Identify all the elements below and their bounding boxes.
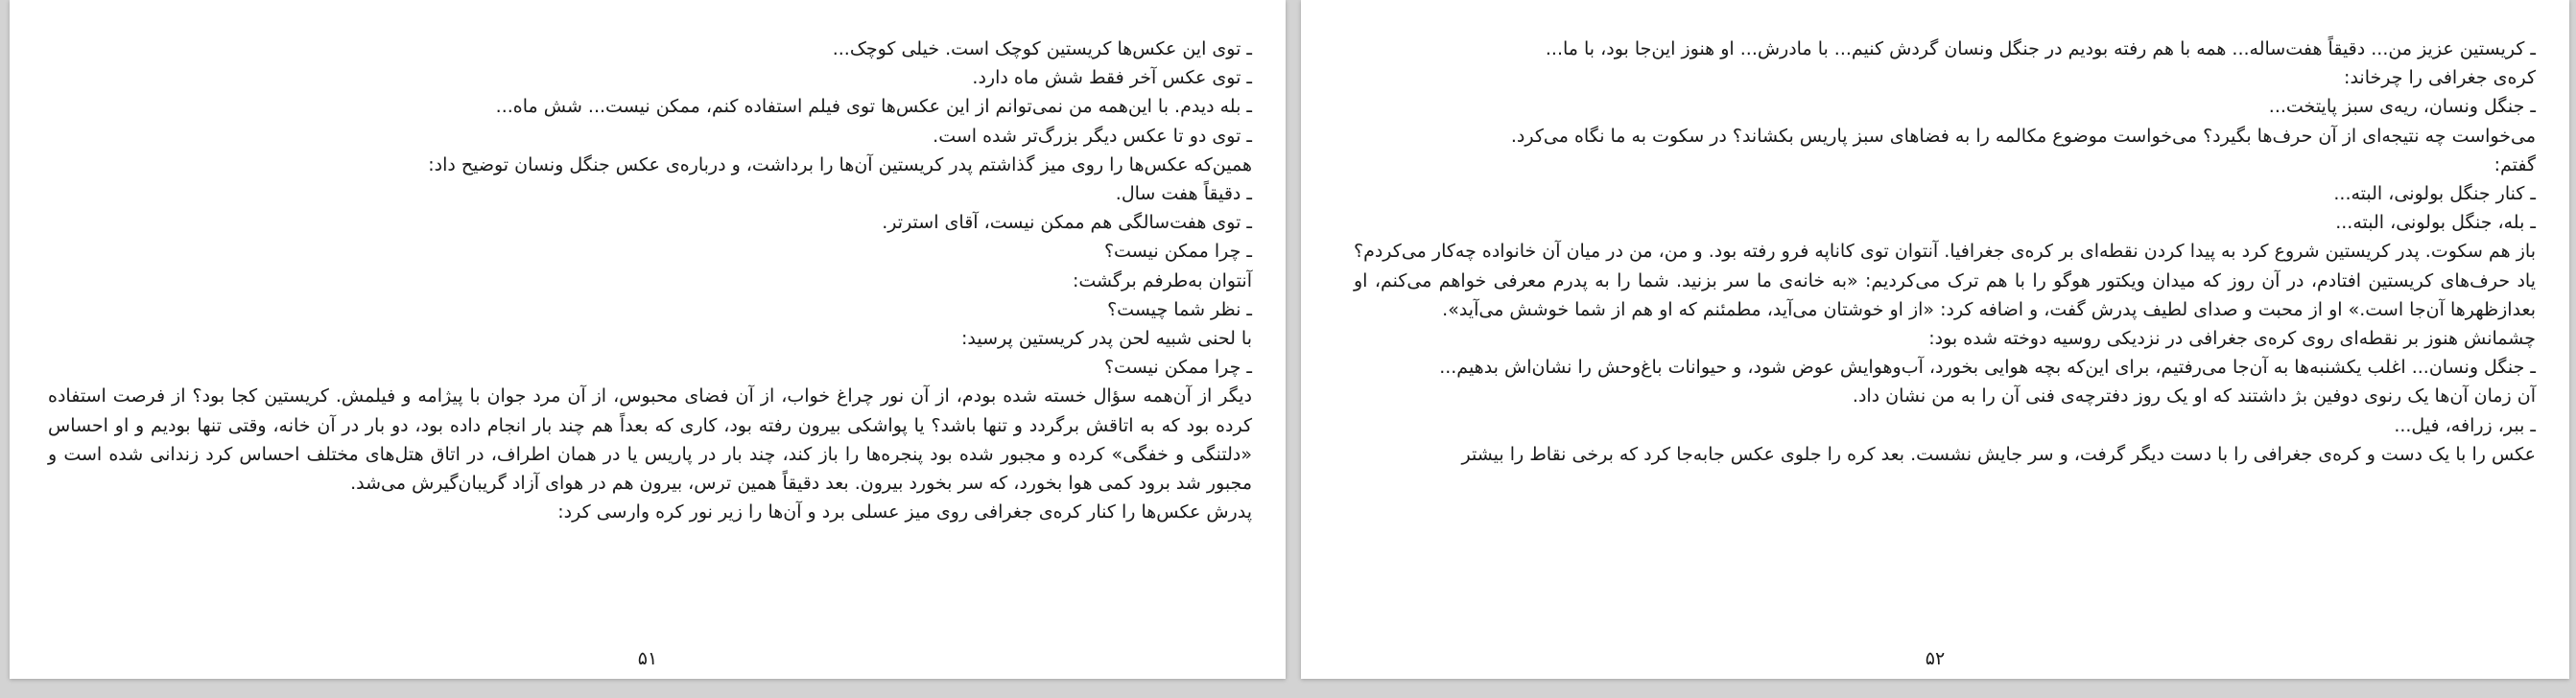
paragraph: با لحنی شبیه لحن پدر کریستین پرسید: (961, 328, 1252, 350)
paragraph: ـ جنگل ونسان، ریه‌ی سبز پایتخت... (2268, 96, 2536, 118)
paragraph: دیگر از آن‌همه سؤال خسته شده بودم، از آن نور چراغ خواب، از آن فضای محبوس، از آن مرد جوان با پیژامه و فیلمش. کریستین کجا بود؟ از فرصت استفاده کرده بود که به اتاقش برگردد و تنها باشد؟ یا پواشکی بیرون رفته بود، کاری که بعداً هم چند بار انجام داده بود، دو بار در آن خانه، وقتی تنها بودیم و او احساس «دلتنگی و خفگی» کرده و مجبور شده بود پنجره‌ها را باز کند، چند بار در پاریس یا در همان اطراف، در اتاق هتل‌های مختلف احساس کرد زندانی شده است و مجبور شد برود کمی هوا بخورد، که سر بخورد بیرون. بعد دقیقاً همین ترس، بیرون هم در هوای آزاد گریبان‌گیرش می‌شد. (48, 385, 1252, 495)
page-text-right (1354, 35, 2536, 469)
paragraph: ـ کریستین عزیز من... دقیقاً هفت‌ساله... همه با هم رفته بودیم در جنگل ونسان گردش کنیم... با مادرش... او هنوز این‌جا بود، با ما... (1545, 38, 2536, 59)
paragraph: می‌خواست چه نتیجه‌ای از آن حرف‌ها بگیرد؟ می‌خواست موضوع مکالمه را به فضاهای سبز پاریس بکشاند؟ در سکوت به ما نگاه می‌کرد. (1510, 125, 2536, 147)
paragraph: پدرش عکس‌ها را کنار کره‌ی جغرافی روی میز عسلی برد و آن‌ها را زیر نور کره وارسی کرد: (557, 501, 1252, 524)
book-page-left (10, 0, 1286, 679)
paragraph: ـ بله دیدم. با این‌همه من نمی‌توانم از این عکس‌ها توی فیلم استفاده کنم، ممکن نیست... شش ماه... (495, 96, 1252, 118)
paragraph: ـ چرا ممکن نیست؟ (1103, 357, 1252, 379)
paragraph: باز هم سکوت. پدر کریستین شروع کرد به پیدا کردن نقطه‌ای بر کره‌ی جغرافیا. آنتوان توی کاناپه فرو رفته بود. و من، من در میان آن خانواده چه‌کار می‌کردم؟ یاد حرف‌های کریستین افتادم، در آن روز که میدان ویکتور هوگو را با هم ترک می‌کردیم: «به خانه‌ی ما سر بزنید. شما را به پدرم معرفی خواهم می‌کنم، او بعدازظهرها آن‌جا است.» او از محبت و صدای لطیف پدرش گفت، و اضافه کرد: «از او خوشتان می‌آید، مطمئنم که او هم از شما خوشش می‌آید». (1354, 241, 2536, 320)
book-page-right (1301, 0, 2569, 679)
paragraph: ـ جنگل ونسان... اغلب یکشنبه‌ها به آن‌جا می‌رفتیم، برای این‌که بچه هوایی بخورد، آب‌وهوایش عوض شود، و حیوانات باغ‌وحش را نشان‌اش بدهیم... (1439, 357, 2536, 379)
paragraph: آن زمان آن‌ها یک رنوی دوفین بژ داشتند که او یک روز دفترچه‌ی فنی آن را به من نشان داد. (1852, 385, 2536, 407)
paragraph: ـ توی هفت‌سالگی هم ممکن نیست، آقای استرتر. (882, 212, 1252, 234)
paragraph: ـ دقیقاً هفت سال. (1115, 183, 1252, 205)
paragraph: ـ ببر، زرافه، فیل... (2394, 414, 2536, 436)
paragraph: ـ توی عکس آخر فقط شش ماه دارد. (972, 67, 1252, 89)
paragraph: ـ چرا ممکن نیست؟ (1103, 241, 1252, 263)
page-text-left (48, 35, 1252, 526)
paragraph: ـ توی دو تا عکس دیگر بزرگ‌تر شده است. (933, 125, 1252, 147)
paragraph: گفتم: (2493, 153, 2536, 175)
paragraph: همین‌که عکس‌ها را روی میز گذاشتم پدر کریستین آن‌ها را برداشت، و درباره‌ی عکس جنگل ونسان توضیح داد: (428, 153, 1252, 175)
paragraph: ـ کنار جنگل بولونی، البته... (2333, 183, 2536, 205)
paragraph: چشمانش هنوز بر نقطه‌ای روی کره‌ی جغرافی در نزدیکی روسیه دوخته شده بود: (1928, 328, 2536, 350)
paragraph: آنتوان به‌طرفم برگشت: (1072, 269, 1252, 291)
page-number: ۵۲ (1925, 648, 1946, 669)
page-number: ۵۱ (637, 648, 658, 669)
paragraph: ـ توی این عکس‌ها کریستین کوچک است. خیلی کوچک... (832, 38, 1252, 59)
paragraph: ـ بله، جنگل بولونی، البته... (2335, 212, 2536, 234)
paragraph: ـ نظر شما چیست؟ (1107, 298, 1252, 320)
paragraph: عکس را با یک دست و کره‌ی جغرافی را با دست دیگر گرفت، و سر جایش نشست. بعد کره را جلوی عکس جابه‌جا کرد که برخی نقاط را بیشتر (1461, 443, 2536, 465)
paragraph: کره‌ی جغرافی را چرخاند: (2344, 67, 2536, 89)
